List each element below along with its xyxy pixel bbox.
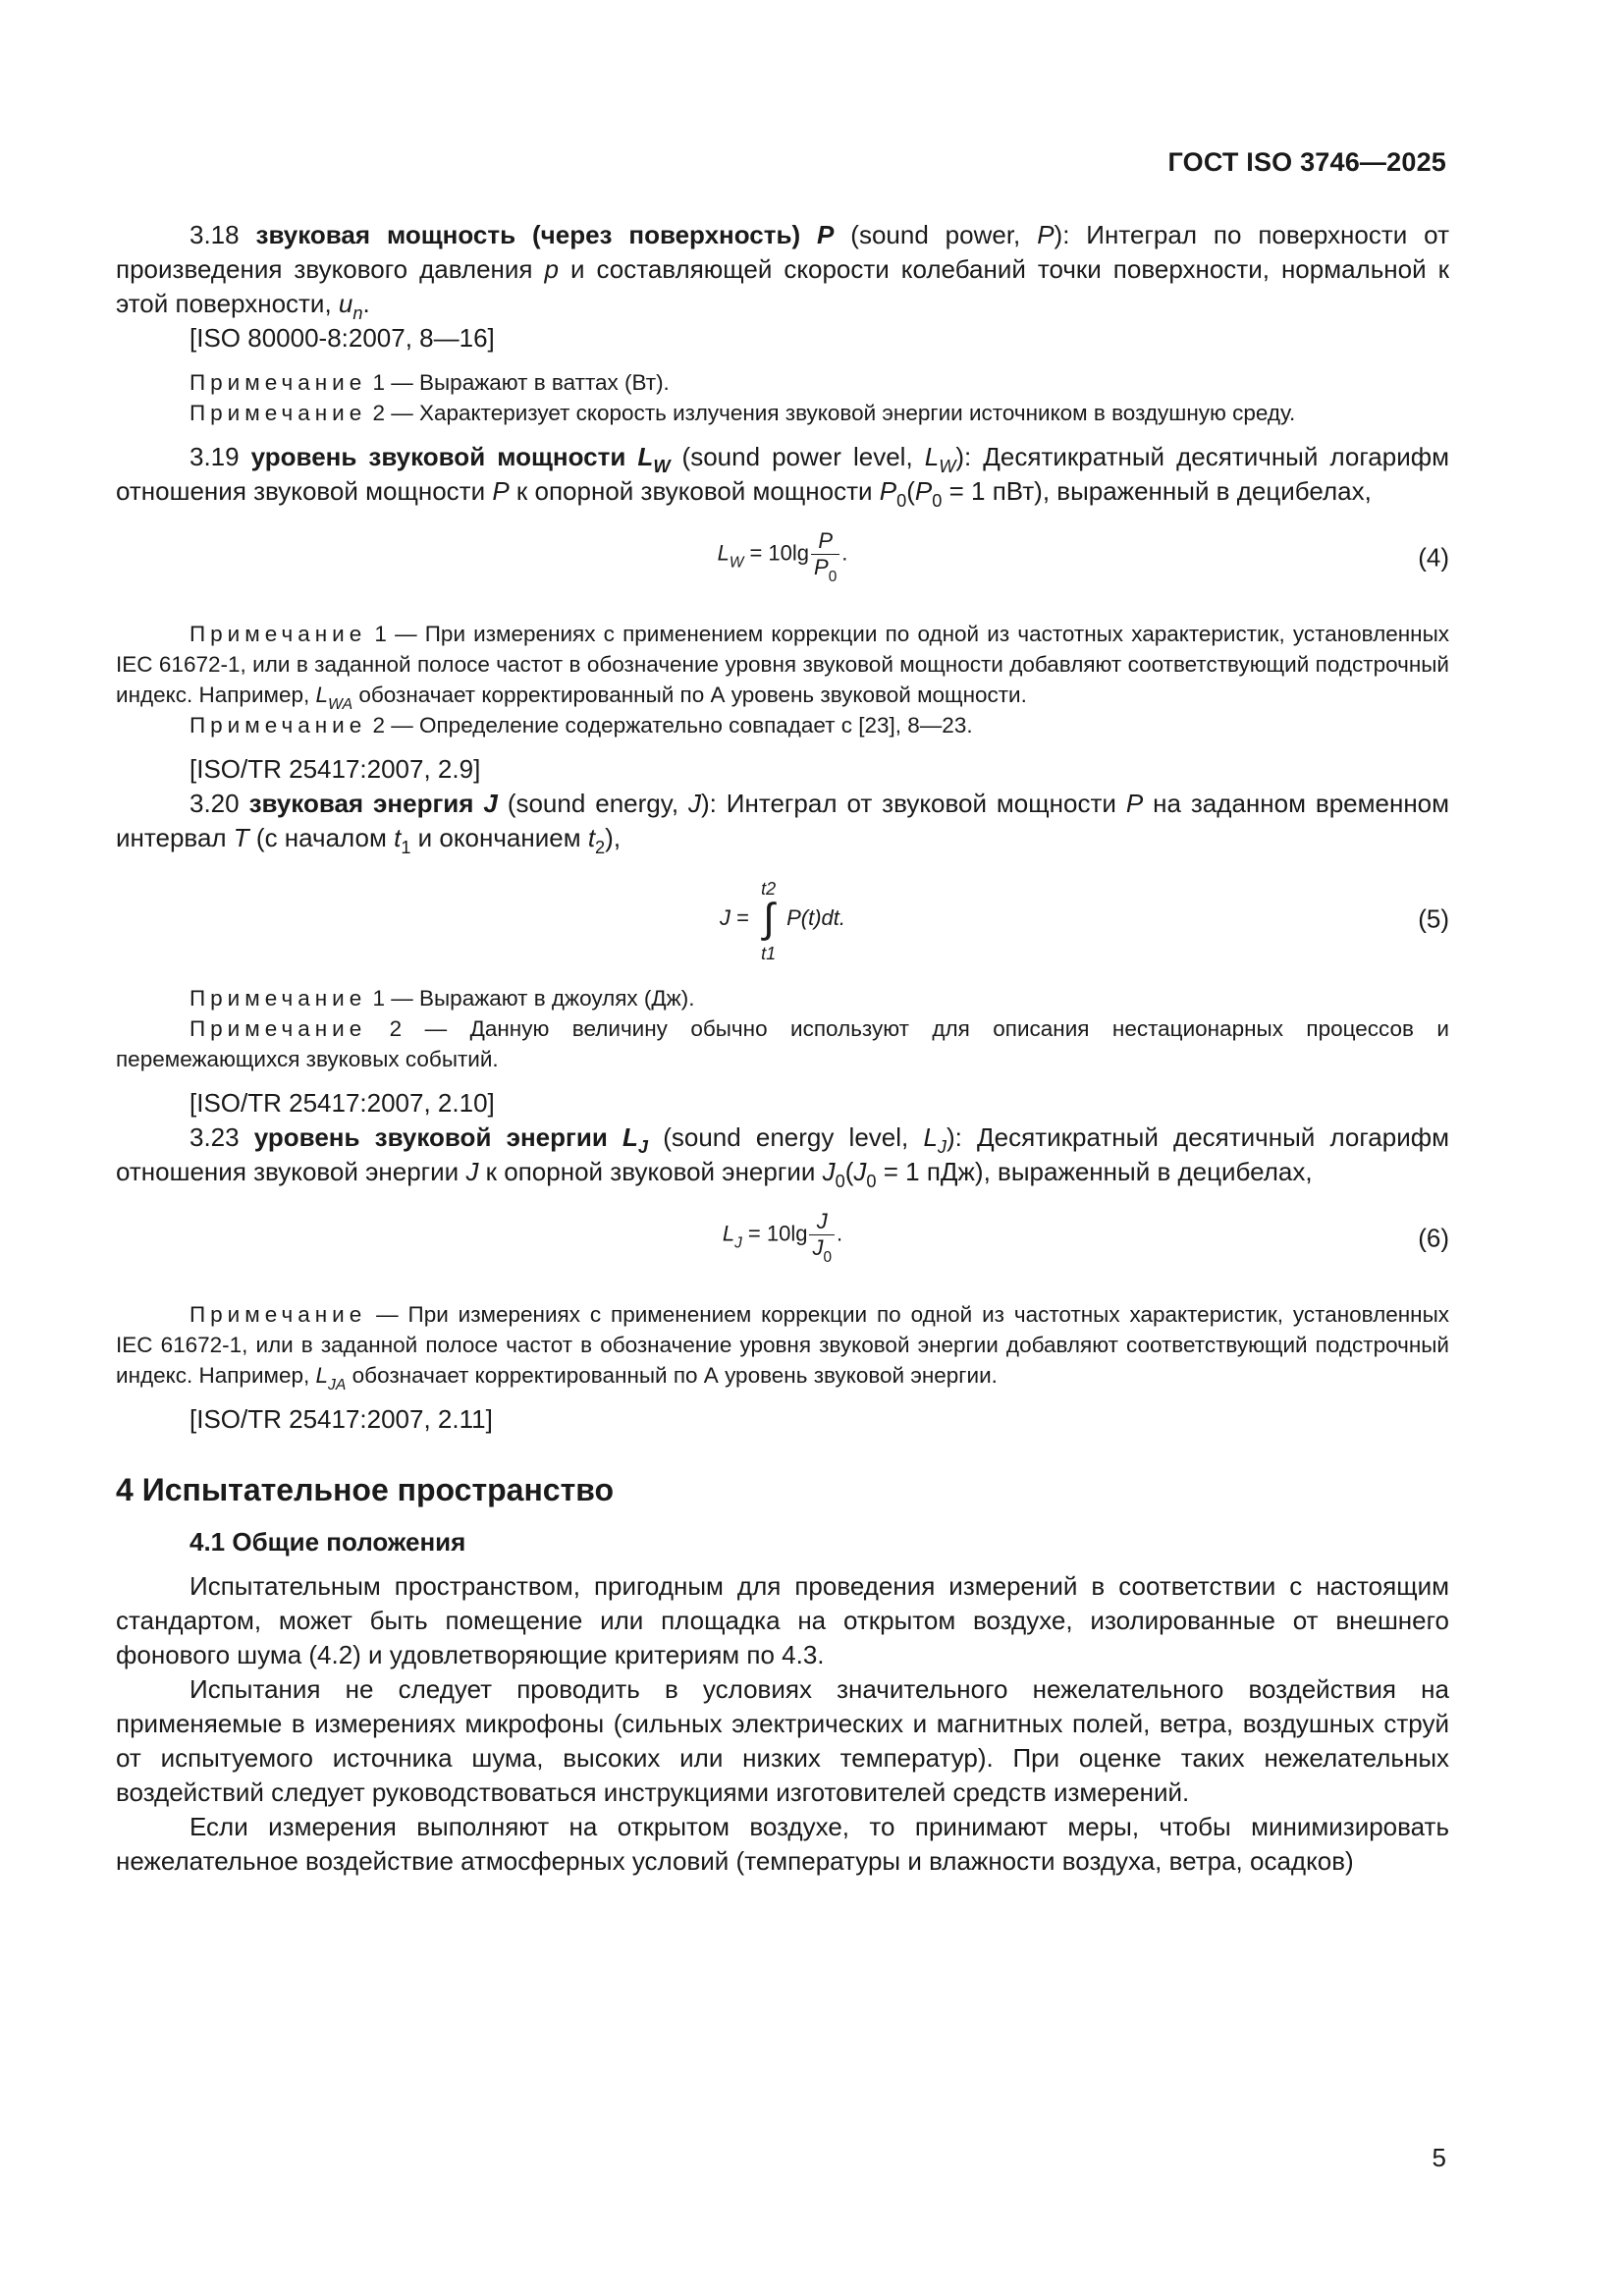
section-title: 4 Испытательное пространство	[116, 1472, 615, 1507]
term-definition-part: к опорной звуковой энергии	[478, 1157, 823, 1186]
eq-relation: = 10lg	[741, 1221, 808, 1246]
equation-body	[116, 528, 1449, 585]
equation-body	[116, 879, 1449, 963]
term-symbol: L	[637, 442, 654, 471]
note	[116, 398, 1449, 428]
document-header-id: ГОСТ ISO 3746—2025	[1167, 147, 1446, 177]
note-text: 2 — Характеризует скорость излучения звуковой энергии источником в воздушную среду.	[366, 401, 1296, 425]
term-english-symbol: P	[1037, 220, 1055, 249]
term-definition-part: (	[906, 476, 915, 506]
symbol-subscript: J	[937, 1137, 947, 1157]
symbol-subscript: 0	[835, 1172, 845, 1191]
term-3-20	[116, 787, 1449, 855]
symbol-subscript: n	[352, 303, 363, 323]
note-label: Примечание	[189, 1016, 367, 1041]
term-english: (sound power,	[850, 220, 1038, 249]
term-english: (sound energy,	[507, 789, 688, 818]
eq-denominator	[811, 555, 839, 585]
term-number: 3.23	[189, 1122, 240, 1152]
page-content	[116, 218, 1449, 1879]
note-label: Примечание	[189, 713, 367, 738]
symbol-J: J	[465, 1157, 479, 1186]
eq-lhs: L	[722, 1221, 735, 1246]
symbol-L: L	[315, 1363, 329, 1388]
note-label: Примечание	[189, 986, 367, 1011]
note	[116, 619, 1449, 713]
note	[116, 1013, 1449, 1074]
symbol-t1: t	[394, 823, 402, 852]
note	[116, 710, 1449, 740]
term-definition-part: ): Интеграл по поверхности от произведения звукового давления	[116, 220, 1449, 284]
term-definition-part: ): Интеграл от звуковой мощности	[700, 789, 1126, 818]
eq-fraction	[811, 528, 839, 585]
term-name: звуковая мощность (через поверхность)	[255, 220, 801, 249]
note	[116, 983, 1449, 1013]
term-source: [ISO 80000-8:2007, 8—16]	[189, 323, 495, 353]
symbol-J0: J	[822, 1157, 836, 1186]
note-text: 2 — Данную величину обычно используют для описания нестационарных процессов и перемежающихся звуковых событий.	[116, 1016, 1449, 1071]
equation-body	[116, 1209, 1449, 1266]
eq-lhs: L	[717, 540, 730, 566]
note-text: обозначает корректированный по А уровень звуковой энергии.	[346, 1363, 998, 1388]
eq-relation: =	[730, 904, 756, 930]
note-label: Примечание	[189, 622, 367, 646]
eq-lhs-subscript: J	[734, 1234, 742, 1252]
term-definition-part: и окончанием	[410, 823, 588, 852]
term-definition-part: (	[844, 1157, 854, 1186]
integral-icon: ∫	[763, 895, 775, 941]
symbol-P0: P	[879, 476, 897, 506]
symbol-J0: J	[853, 1157, 867, 1186]
term-name: уровень звуковой мощности	[250, 442, 626, 471]
integral-upper-limit: t2	[761, 879, 777, 899]
paragraph: Испытания не следует проводить в условиях значительного нежелательного воздействия на применяемые в измерениях микрофоны (сильных электрических и магнитных полей, ветра, воздушных струй от испытуемого источника шума, высоких или низких температур). При оценке таких нежелательных воздействий следует руководствоваться инструкциями изготовителей средств измерений.	[116, 1674, 1449, 1807]
note-text: 1 — Выражают в джоулях (Дж).	[366, 986, 695, 1011]
integral-sign	[759, 879, 783, 963]
term-number: 3.18	[189, 220, 240, 249]
term-definition-part: (с началом	[248, 823, 395, 852]
symbol-subscript: 0	[896, 491, 907, 511]
equation-5	[116, 875, 1449, 963]
symbol-t2: t	[587, 823, 596, 852]
symbol-subscript: W	[939, 457, 956, 476]
note-text: обозначает корректированный по А уровень звуковой мощности.	[352, 683, 1027, 707]
integral-lower-limit: t1	[761, 944, 777, 963]
eq-numerator: P	[811, 528, 839, 555]
note-text: 1 — При измерениях с применением коррекции по одной из частотных характеристик, установленных IEC 61672-1, или в заданной полосе частот в обозначение уровня звуковой мощности добавляют соответствующий подстрочный индекс. Например,	[116, 622, 1449, 707]
term-source: [ISO/TR 25417:2007, 2.9]	[189, 754, 481, 784]
term-definition-part: ),	[605, 823, 622, 852]
term-name: звуковая энергия	[248, 789, 474, 818]
term-definition-part: .	[362, 289, 370, 318]
symbol-P0: P	[914, 476, 933, 506]
term-english: (sound energy level,	[663, 1122, 924, 1152]
page-number: 5	[1432, 2143, 1446, 2172]
term-definition-part: ): Десятикратный десятичный логарифм отношения звуковой энергии	[116, 1122, 1449, 1186]
term-3-23	[116, 1121, 1449, 1189]
term-number: 3.19	[189, 442, 240, 471]
eq-den-subscript: 0	[828, 569, 838, 585]
equation-number: (5)	[1418, 903, 1449, 934]
term-english: (sound power level,	[681, 442, 925, 471]
term-english-symbol: L	[924, 442, 940, 471]
term-3-19	[116, 440, 1449, 509]
eq-lhs: J	[720, 904, 730, 930]
eq-numerator: J	[809, 1209, 835, 1235]
eq-integrand: P(t)dt.	[786, 904, 845, 930]
symbol-subscript: 0	[932, 491, 943, 511]
term-name: уровень звуковой энергии	[253, 1122, 608, 1152]
equation-number: (6)	[1418, 1223, 1449, 1253]
term-source: [ISO/TR 25417:2007, 2.10]	[189, 1088, 495, 1118]
symbol-subscript: WA	[328, 696, 353, 713]
term-symbol: J	[483, 789, 498, 818]
symbol-subscript: 0	[866, 1172, 877, 1191]
note-label: Примечание	[189, 1302, 367, 1327]
note-label: Примечание	[189, 370, 367, 395]
term-definition-part: на заданном временном интервал	[116, 789, 1450, 852]
eq-denominator	[809, 1235, 835, 1266]
term-number: 3.20	[189, 789, 240, 818]
term-source: [ISO/TR 25417:2007, 2.11]	[189, 1404, 493, 1434]
eq-relation: = 10lg	[743, 540, 810, 566]
term-3-18	[116, 218, 1449, 321]
symbol-subscript: 1	[401, 838, 411, 857]
term-english-symbol: L	[923, 1122, 938, 1152]
term-definition-part: и составляющей скорости колебаний точки поверхности, нормальной к этой поверхности,	[116, 254, 1449, 318]
symbol-subscript: W	[653, 457, 671, 476]
symbol-L: L	[315, 683, 329, 707]
eq-tail: .	[837, 1221, 843, 1246]
symbol-P: P	[1125, 789, 1144, 818]
subsection-title: 4.1 Общие положения	[189, 1527, 466, 1557]
symbol-u: u	[338, 289, 353, 318]
note-text: 2 — Определение содержательно совпадает с [23], 8—23.	[366, 713, 973, 738]
equation-number: (4)	[1418, 542, 1449, 573]
eq-den-subscript: 0	[823, 1249, 833, 1266]
term-definition-part: = 1 пВт), выраженный в децибелах,	[942, 476, 1372, 506]
paragraph: Испытательным пространством, пригодным для проведения измерений в соответствии с настоящим стандартом, может быть помещение или площадка на открытом воздухе, изолированные от внешнего фонового шума (4.2) и удовлетворяющие критериям по 4.3.	[116, 1571, 1449, 1669]
note-label: Примечание	[189, 401, 367, 425]
term-english-symbol: J	[687, 789, 701, 818]
eq-tail: .	[841, 540, 848, 566]
symbol-p: p	[544, 254, 559, 284]
note	[116, 367, 1449, 398]
eq-den-symbol: P	[814, 555, 829, 579]
note-text: 1 — Выражают в ваттах (Вт).	[366, 370, 670, 395]
note-text: — При измерениях с применением коррекции по одной из частотных характеристик, установленных IEC 61672-1, или в заданной полосе частот в обозначение уровня звуковой энергии добавляют соответствующий подстрочный индекс. Например,	[116, 1302, 1449, 1388]
paragraph: Если измерения выполняют на открытом воздухе, то принимают меры, чтобы минимизировать нежелательное воздействие атмосферных условий (температуры и влажности воздуха, ветра, осадков)	[116, 1812, 1449, 1876]
term-symbol: P	[817, 220, 835, 249]
equation-4	[116, 528, 1449, 587]
term-definition-part: к опорной звуковой мощности	[509, 476, 880, 506]
term-definition-part: ): Десятикратный десятичный логарифм отношения звуковой мощности	[116, 442, 1449, 506]
symbol-subscript: J	[637, 1137, 649, 1157]
symbol-subscript: JA	[328, 1377, 347, 1394]
equation-6	[116, 1209, 1449, 1268]
eq-fraction	[809, 1209, 835, 1266]
term-symbol: L	[622, 1122, 638, 1152]
eq-den-symbol: J	[812, 1235, 824, 1260]
symbol-subscript: 2	[595, 838, 606, 857]
term-definition-part: = 1 пДж), выраженный в децибелах,	[876, 1157, 1313, 1186]
note	[116, 1299, 1449, 1394]
symbol-T: T	[233, 823, 249, 852]
symbol-P: P	[492, 476, 510, 506]
eq-lhs-subscript: W	[729, 554, 744, 572]
